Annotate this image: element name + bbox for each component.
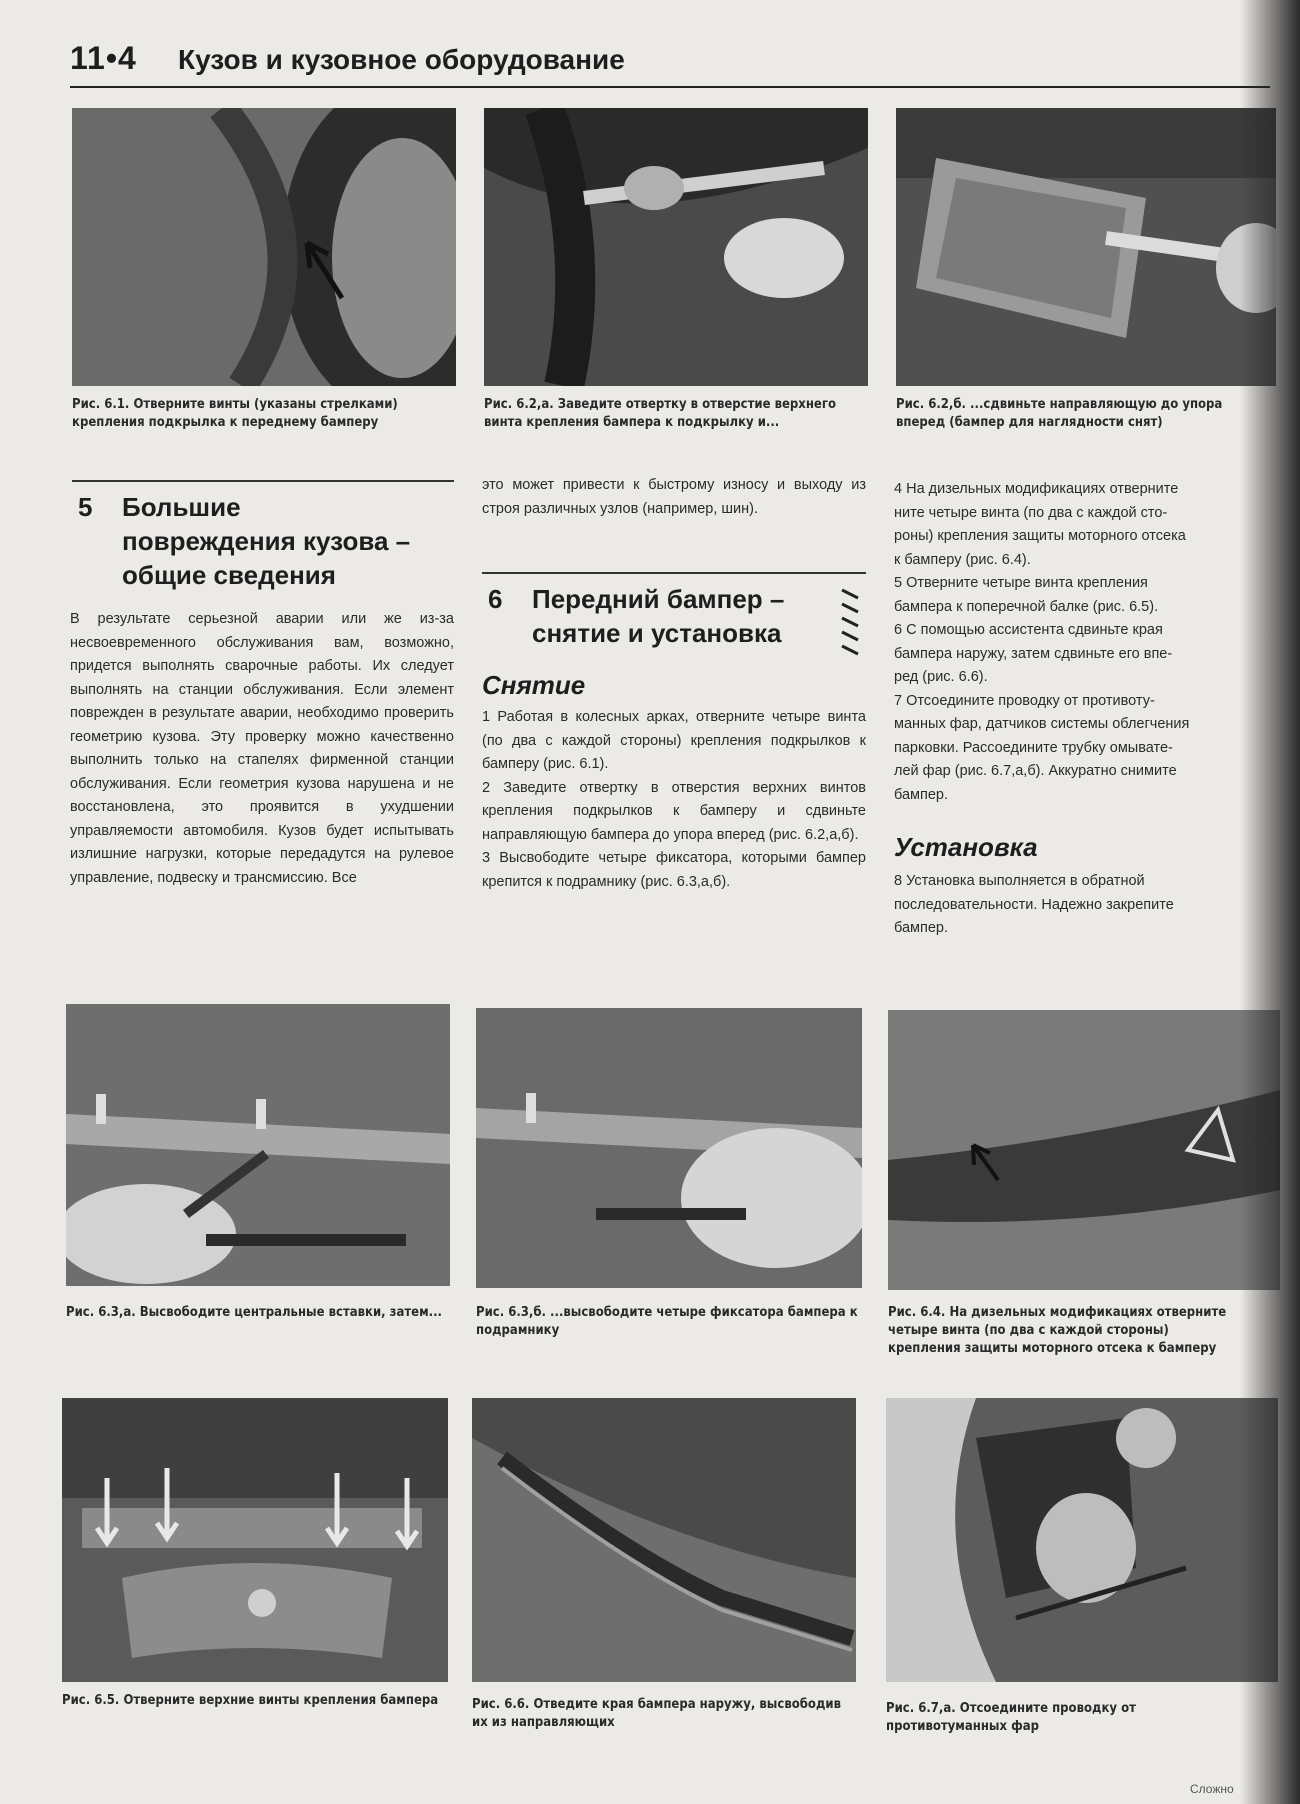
step-7-line2: манных фар, датчиков системы облегчения xyxy=(894,716,1190,732)
section-6-title xyxy=(532,582,784,650)
section-5-title-line2: повреждения кузова – xyxy=(122,526,411,556)
caption-fig-6-2b xyxy=(896,396,1276,432)
caption-fig-6-2a: Рис. 6.2,а. Заведите отвертку в отверстие верхнего винта крепления бампера к подкрылку и... xyxy=(484,397,836,430)
section-5-title-line1: Большие xyxy=(122,492,241,522)
difficulty-wrench-icon xyxy=(838,584,862,656)
step-4-line2: ните четыре винта (по два с каждой сто- xyxy=(894,504,1168,521)
step-4-line1: 4 На дизельных модификациях отверните xyxy=(894,481,1179,497)
step-5-line1: 5 Отверните четыре винта крепления xyxy=(894,575,1148,591)
caption-fig-6-7a: Рис. 6.7,а. Отсоедините проводку от противотуманных фар xyxy=(886,1701,1136,1734)
section-5-heading xyxy=(72,480,454,590)
photo-fig-6-2b xyxy=(896,108,1276,386)
caption-fig-6-4-line1: Рис. 6.4. На дизельных модификациях отверните xyxy=(888,1305,1227,1320)
section-5-title-line3: общие сведения xyxy=(122,560,336,590)
caption-fig-6-3a: Рис. 6.3,а. Высвободите центральные вставки, затем... xyxy=(66,1305,442,1320)
col2-continuation xyxy=(482,474,866,521)
caption-fig-6-4-line2: четыре винта (по два с каждой стороны) xyxy=(888,1323,1169,1338)
section-6-title-line1: Передний бампер – xyxy=(532,584,785,614)
caption-fig-6-4 xyxy=(888,1304,1280,1358)
step-7-line4: лей фар (рис. 6.7,а,б). Аккуратно снимите xyxy=(894,763,1177,779)
chapter-title: Кузов и кузовное оборудование xyxy=(178,44,625,75)
section-5-paragraph: В результате серьезной аварии или же из-за несвоевременного обслуживания вам, возможно, придется выполнять сварочные работы. Их следует выполнять на станции обслуживания. Если элемент поврежден в результате аварии, необходимо проверить геометрию кузова. Эту проверку можно качественно выполнить только на стапелях фирменной станции обслуживания. Если геометрия кузова нарушена и не восстановлена, это проявится в ухудшении управляемости автомобиля. Кузов будет испытывать излишние нагрузки, которые передадутся на рулевое управление, подвеску и трансмиссию. Все xyxy=(70,611,454,886)
step-7-line1: 7 Отсоедините проводку от противоту- xyxy=(894,692,1155,709)
step-6-line1: 6 С помощью ассистента сдвиньте края xyxy=(894,622,1163,638)
page-number: 11•4 xyxy=(70,40,137,76)
caption-fig-6-2b-line1: Рис. 6.2,б. ...сдвиньте направляющую до упора xyxy=(896,397,1223,412)
step-7-line5: бампер. xyxy=(894,786,949,803)
step-6-line2: бампера наружу, затем сдвиньте его впе- xyxy=(894,645,1173,662)
step-4-line4: к бамперу (рис. 6.4). xyxy=(894,551,1031,568)
photo-fig-6-7a xyxy=(886,1398,1278,1682)
photo-fig-6-4 xyxy=(888,1010,1280,1290)
photo-fig-6-5 xyxy=(62,1398,448,1682)
step-4-line3: роны) крепления защиты моторного отсека xyxy=(894,528,1186,544)
caption-fig-6-5: Рис. 6.5. Отверните верхние винты крепления бампера xyxy=(62,1693,439,1708)
step-8-line3: бампер. xyxy=(894,920,949,936)
page-header xyxy=(70,40,1270,88)
section-5-body xyxy=(70,608,454,890)
binding-shadow xyxy=(1240,0,1300,1804)
step-5-line2: бампера к поперечной балке (рис. 6.5). xyxy=(894,598,1159,615)
removal-heading: Снятие xyxy=(482,670,586,700)
photo-fig-6-6 xyxy=(472,1398,856,1682)
step-8-line1: 8 Установка выполняется в обратной xyxy=(894,873,1145,889)
caption-fig-6-6: Рис. 6.6. Отведите края бампера наружу, высвободив их из направляющих xyxy=(472,1697,842,1730)
photo-fig-6-2a xyxy=(484,108,868,386)
section-5-title xyxy=(122,490,410,592)
install-steps xyxy=(894,870,1274,941)
photo-fig-6-3a xyxy=(66,1004,450,1286)
section-6-number: 6 xyxy=(488,584,503,614)
photo-fig-6-1 xyxy=(72,108,456,386)
caption-fig-6-2b-line2: вперед (бампер для наглядности снят) xyxy=(896,415,1163,430)
footer-text: Сложно xyxy=(1190,1782,1234,1796)
col2-continuation-paragraph: это может привести к быстрому износу и выходу из строя различных узлов (например, шин). xyxy=(482,477,866,517)
removal-steps-col2 xyxy=(482,706,866,894)
step-2: 2 Заведите отвертку в отверстия верхних винтов крепления подкрылков к бамперу и сдвиньте направляющую бампера до упора вперед (рис. 6.2,а,б). xyxy=(482,779,866,843)
step-7-line3: парковки. Рассоедините трубку омывате- xyxy=(894,739,1173,756)
step-3: 3 Высвободите четыре фиксатора, которыми бампер крепится к подрамнику (рис. 6.3,а,б). xyxy=(482,850,866,890)
photo-fig-6-3b xyxy=(476,1008,862,1288)
caption-fig-6-1: Рис. 6.1. Отверните винты (указаны стрелками) крепления подкрылка к переднему бамперу xyxy=(72,397,398,430)
removal-steps-col3 xyxy=(894,478,1274,807)
section-6-title-line2: снятие и установка xyxy=(532,618,782,648)
caption-fig-6-3b: Рис. 6.3,б. ...высвободите четыре фиксатора бампера к подрамнику xyxy=(476,1305,858,1338)
step-1: 1 Работая в колесных арках, отверните четыре винта (по два с каждой стороны) крепления подкрылков к бамперу (рис. 6.1). xyxy=(482,709,866,772)
install-heading: Установка xyxy=(894,832,1038,862)
step-6-line3: ред (рис. 6.6). xyxy=(894,669,988,685)
section-5-number: 5 xyxy=(78,492,93,522)
section-6-heading xyxy=(482,572,866,662)
caption-fig-6-4-line3: крепления защиты моторного отсека к бамперу xyxy=(888,1341,1217,1356)
step-8-line2: последовательности. Надежно закрепите xyxy=(894,896,1174,913)
